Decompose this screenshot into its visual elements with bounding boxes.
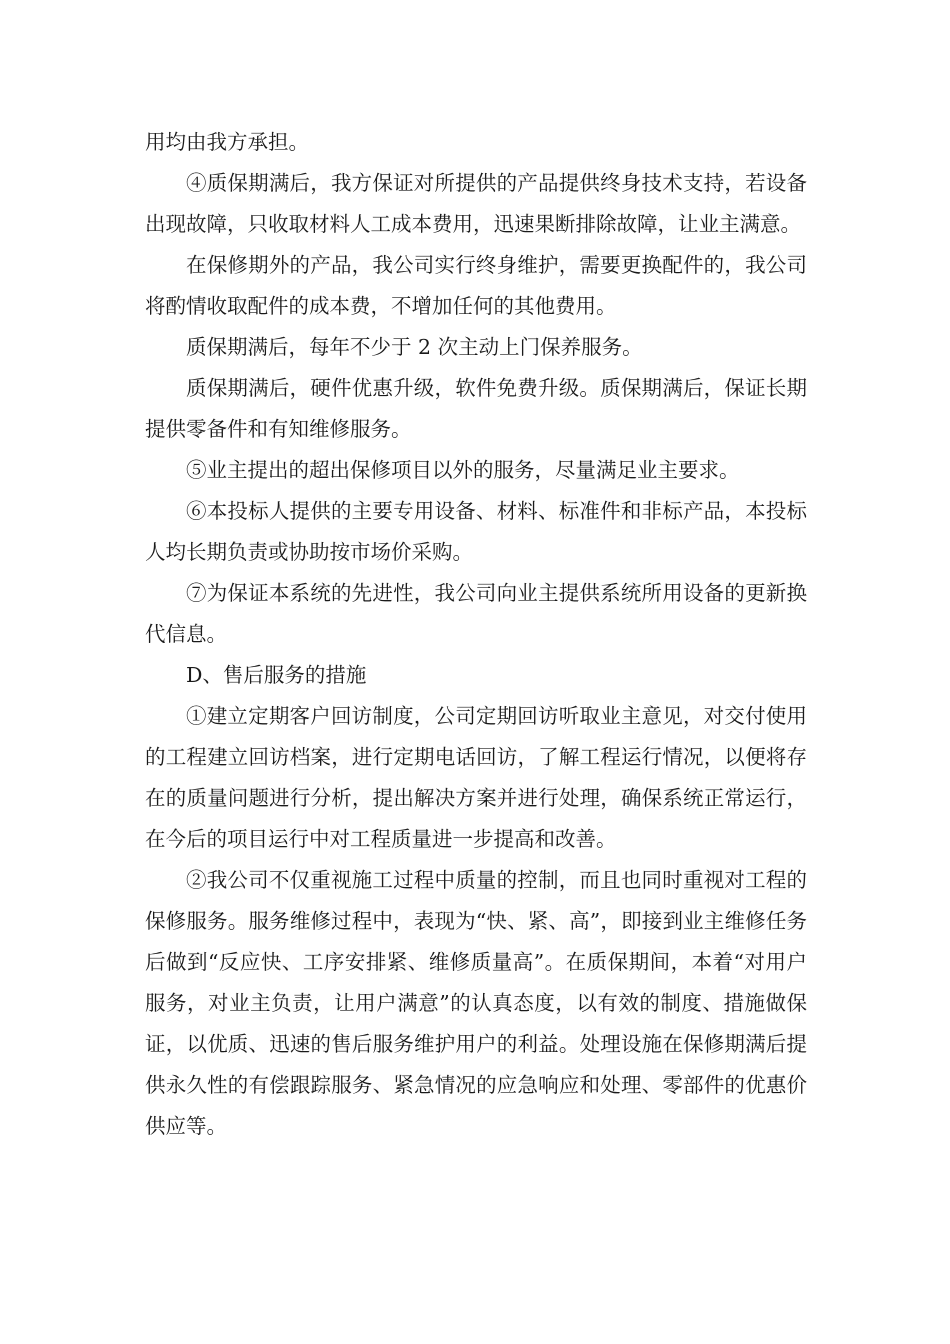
paragraph-warranty-expiry-support: ④质保期满后，我方保证对所提供的产品提供终身技术支持，若设备出现故障，只收取材料人工成本费用，迅速果断排除故障，让业主满意。 — [145, 171, 807, 236]
paragraph-out-of-warranty: 在保修期外的产品，我公司实行终身维护，需要更换配件的，我公司将酌情收取配件的成本费，不增加任何的其他费用。 — [145, 253, 807, 318]
paragraph-update-info: ⑦为保证本系统的先进性，我公司向业主提供系统所用设备的更新换代信息。 — [145, 581, 807, 646]
paragraph-quality-control: ②我公司不仅重视施工过程中质量的控制，而且也同时重视对工程的保修服务。服务维修过程中，表现为“快、紧、高”，即接到业主维修任务后做到“反应快、工序安排紧、维修质量高”。在质保期间，本着“对用户服务，对业主负责，让用户满意”的认真态度，以有效的制度、措施做保证，以优质、迅速的售后服务维护用户的利益。处理设施在保修期满后提供永久性的有偿跟踪服务、紧急情况的应急响应和处理、零部件的优惠价供应等。 — [145, 868, 807, 1138]
paragraph-upgrades: 质保期满后，硬件优惠升级，软件免费升级。质保期满后，保证长期提供零备件和有知维修服务。 — [145, 376, 807, 441]
paragraph-continuation: 用均由我方承担。 — [145, 130, 309, 154]
paragraph-procurement: ⑥本投标人提供的主要专用设备、材料、标准件和非标产品，本投标人均长期负责或协助按市场价采购。 — [145, 499, 807, 564]
section-heading-after-sales-measures: D、售后服务的措施 — [186, 663, 367, 687]
paragraph-extra-services: ⑤业主提出的超出保修项目以外的服务，尽量满足业主要求。 — [186, 458, 740, 482]
paragraph-annual-maintenance: 质保期满后，每年不少于 2 次主动上门保养服务。 — [186, 335, 643, 359]
paragraph-customer-visits: ①建立定期客户回访制度，公司定期回访听取业主意见，对交付使用的工程建立回访档案，进行定期电话回访，了解工程运行情况，以便将存在的质量问题进行分析，提出解决方案并进行处理，确保系统正常运行，在今后的项目运行中对工程质量进一步提高和改善。 — [145, 704, 807, 851]
document-body — [145, 122, 807, 1147]
